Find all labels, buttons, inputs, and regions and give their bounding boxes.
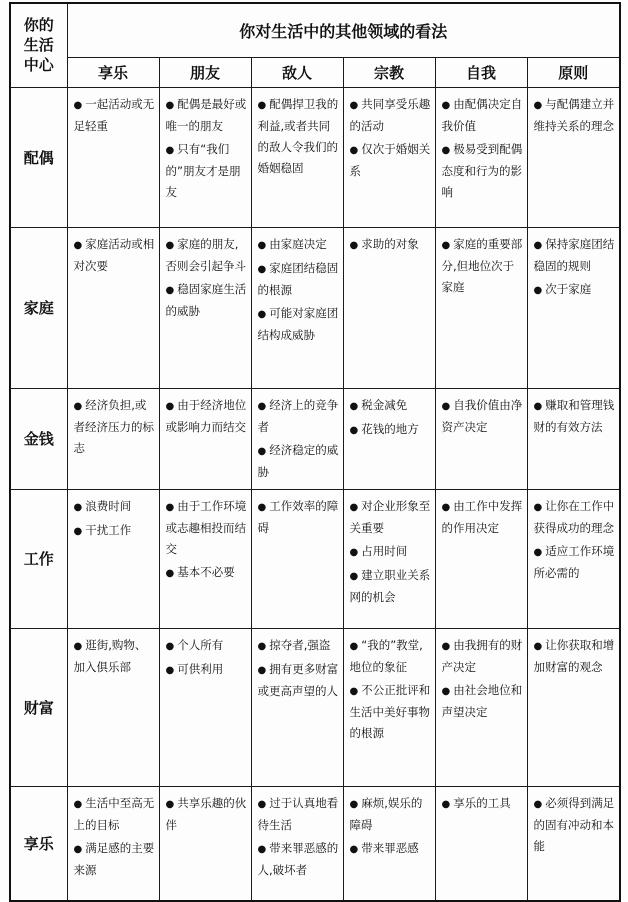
row-header-family: 家庭 <box>10 227 67 388</box>
bullet-text: 麻烦,娱乐的障碍 <box>349 795 423 832</box>
bullet-text: 花钱的地方 <box>361 421 419 436</box>
bullet-text: 极易受到配偶态度和行为的影响 <box>441 141 523 199</box>
table-cell <box>435 388 527 489</box>
bullet-item <box>258 659 339 702</box>
bullet-text: 带来罪恶感的人,破坏者 <box>257 840 339 877</box>
bullet-dot-icon: ● <box>165 239 175 251</box>
bullet-dot-icon: ● <box>73 239 83 251</box>
bullet-text: 个人所有 <box>177 637 224 652</box>
bullet-text: 让你在工作中获得成功的理念 <box>533 498 615 535</box>
bullet-item <box>350 395 431 417</box>
bullet-text: 生活中至高无上的目标 <box>73 795 155 832</box>
bullet-dot-icon: ● <box>73 640 83 652</box>
table-cell <box>527 489 620 628</box>
bullet-dot-icon: ● <box>349 843 359 855</box>
bullet-item <box>258 395 339 438</box>
table-cell <box>343 786 435 901</box>
bullet-item <box>350 541 431 563</box>
bullet-dot-icon: ● <box>441 99 451 111</box>
table-cell <box>343 489 435 628</box>
bullet-dot-icon: ● <box>165 144 175 156</box>
corner-line: 生活 <box>23 36 54 55</box>
bullet-item <box>74 838 155 881</box>
bullet-text: 只有“我们的”朋友才是朋友 <box>165 141 241 199</box>
bullet-item <box>166 659 247 681</box>
bullet-dot-icon: ● <box>349 640 359 652</box>
table-cell <box>251 87 343 227</box>
bullet-item <box>74 395 155 459</box>
bullet-dot-icon: ● <box>533 501 543 513</box>
bullet-dot-icon: ● <box>257 664 267 676</box>
table-row <box>10 388 620 489</box>
table-cell <box>67 628 159 786</box>
bullet-text: 经济稳定的威胁 <box>257 442 339 479</box>
bullet-item <box>350 419 431 441</box>
row-header-wealth: 财富 <box>10 628 67 786</box>
bullet-text: 干扰工作 <box>85 522 132 537</box>
bullet-item <box>534 395 616 438</box>
bullet-text: 对企业形象至关重要 <box>349 498 431 535</box>
bullet-item <box>534 635 616 678</box>
life-center-table <box>9 2 621 902</box>
bullet-item <box>350 838 431 860</box>
bullet-item <box>534 793 616 857</box>
table-cell <box>67 87 159 227</box>
bullet-dot-icon: ● <box>165 567 175 579</box>
bullet-text: 稳固家庭生活的威胁 <box>165 281 247 318</box>
bullet-text: 适应工作环境所必需的 <box>533 543 615 580</box>
bullet-item <box>74 496 155 518</box>
bullet-dot-icon: ● <box>73 525 83 537</box>
bullet-dot-icon: ● <box>257 400 267 412</box>
bullet-text: 不公正批评和生活中美好事物的根源 <box>349 682 431 740</box>
bullet-dot-icon: ● <box>349 239 359 251</box>
bullet-dot-icon: ● <box>441 501 451 513</box>
bullet-text: 配偶是最好或唯一的朋友 <box>165 96 247 133</box>
row-header-pleasure: 享乐 <box>10 786 67 901</box>
bullet-dot-icon: ● <box>257 445 267 457</box>
bullet-text: 仅次于婚姻关系 <box>349 141 431 178</box>
bullet-item <box>534 496 616 539</box>
bullet-dot-icon: ● <box>257 239 267 251</box>
bullet-item <box>350 496 431 539</box>
bullet-item <box>258 303 339 346</box>
bullet-text: 工作效率的障碍 <box>257 498 339 535</box>
bullet-dot-icon: ● <box>441 239 451 251</box>
bullet-item <box>74 234 155 277</box>
table-cell <box>67 489 159 628</box>
bullet-item <box>258 94 339 179</box>
bullet-item <box>442 395 523 438</box>
bullet-dot-icon: ● <box>257 308 267 320</box>
column-header-principles: 原则 <box>527 57 620 87</box>
bullet-item <box>350 94 431 137</box>
bullet-dot-icon: ● <box>533 640 543 652</box>
bullet-text: 可能对家庭团结构成威胁 <box>257 305 339 342</box>
bullet-item <box>258 838 339 881</box>
bullet-item <box>166 234 247 277</box>
bullet-dot-icon: ● <box>533 239 543 251</box>
table-cell <box>251 489 343 628</box>
bullet-text: 由于工作环境或志趣相投而结交 <box>165 498 247 556</box>
bullet-dot-icon: ● <box>73 501 83 513</box>
bullet-item <box>258 234 339 256</box>
table-cell <box>527 87 620 227</box>
bullet-text: 税金减免 <box>361 397 408 412</box>
bullet-item <box>166 562 247 584</box>
table-cell <box>67 227 159 388</box>
table-cell <box>159 489 251 628</box>
bullet-text: 共同享受乐趣的活动 <box>349 96 431 133</box>
table-cell <box>343 87 435 227</box>
bullet-dot-icon: ● <box>165 400 175 412</box>
bullet-item <box>442 680 523 723</box>
table-cell <box>343 388 435 489</box>
table-cell <box>159 388 251 489</box>
table-cell <box>527 628 620 786</box>
table-cell <box>251 786 343 901</box>
table-cell <box>527 388 620 489</box>
bullet-item <box>258 635 339 657</box>
table-cell <box>435 489 527 628</box>
bullet-item <box>258 258 339 301</box>
bullet-item <box>534 94 616 137</box>
bullet-dot-icon: ● <box>165 284 175 296</box>
bullet-text: 掠夺者,强盗 <box>269 637 331 652</box>
bullet-dot-icon: ● <box>349 501 359 513</box>
bullet-text: 与配偶建立并维持关系的理念 <box>533 96 615 133</box>
bullet-dot-icon: ● <box>349 424 359 436</box>
bullet-item <box>534 234 616 277</box>
table-cell <box>527 786 620 901</box>
bullet-item <box>534 541 616 584</box>
bullet-dot-icon: ● <box>257 501 267 513</box>
bullet-text: 必须得到满足的固有冲动和本能 <box>533 795 615 853</box>
bullet-dot-icon: ● <box>349 99 359 111</box>
bullet-text: 由配偶决定自我价值 <box>441 96 523 133</box>
row-header-money: 金钱 <box>10 388 67 489</box>
bullet-item <box>350 793 431 836</box>
bullet-text: 过于认真地看待生活 <box>257 795 339 832</box>
bullet-item <box>74 94 155 137</box>
bullet-text: 经济负担,或者经济压力的标志 <box>73 397 154 455</box>
bullet-item <box>350 680 431 744</box>
column-header-row <box>10 57 620 87</box>
table-cell <box>435 227 527 388</box>
bullet-dot-icon: ● <box>533 546 543 558</box>
bullet-text: “我的”教堂,地位的象征 <box>349 637 423 674</box>
bullet-dot-icon: ● <box>73 99 83 111</box>
bullet-text: 由社会地位和声望决定 <box>441 682 523 719</box>
bullet-item <box>442 139 523 203</box>
table-cell <box>159 786 251 901</box>
bullet-dot-icon: ● <box>73 843 83 855</box>
bullet-text: 由家庭决定 <box>269 236 327 251</box>
bullet-text: 由工作中发挥的作用决定 <box>441 498 523 535</box>
bullet-dot-icon: ● <box>441 640 451 652</box>
bullet-text: 保持家庭团结稳固的规则 <box>533 236 615 273</box>
bullet-text: 配偶捍卫我的利益,或者共同的敌人令我们的婚姻稳固 <box>257 96 339 175</box>
bullet-text: 带来罪恶感 <box>361 840 419 855</box>
bullet-text: 由我拥有的财产决定 <box>441 637 523 674</box>
bullet-dot-icon: ● <box>257 798 267 810</box>
corner-line: 中心 <box>23 56 54 75</box>
bullet-text: 拥有更多财富或更高声望的人 <box>257 661 339 698</box>
bullet-item <box>350 565 431 608</box>
table-row <box>10 87 620 227</box>
table-row <box>10 786 620 901</box>
bullet-text: 次于家庭 <box>545 281 592 296</box>
bullet-text: 占用时间 <box>361 543 408 558</box>
bullet-item <box>442 635 523 678</box>
bullet-dot-icon: ● <box>257 640 267 652</box>
bullet-item <box>166 793 247 836</box>
bullet-dot-icon: ● <box>441 685 451 697</box>
bullet-text: 经济上的竞争者 <box>257 397 339 434</box>
column-header-friends: 朋友 <box>159 57 251 87</box>
table-cell <box>343 227 435 388</box>
bullet-text: 家庭的重要部分,但地位次于家庭 <box>441 236 523 294</box>
bullet-item <box>258 440 339 483</box>
bullet-dot-icon: ● <box>533 284 543 296</box>
bullet-dot-icon: ● <box>165 798 175 810</box>
column-header-enjoyment: 享乐 <box>67 57 159 87</box>
bullet-dot-icon: ● <box>349 144 359 156</box>
table-cell <box>251 388 343 489</box>
table-row <box>10 628 620 786</box>
bullet-item <box>350 234 431 256</box>
bullet-dot-icon: ● <box>165 99 175 111</box>
bullet-text: 一起活动或无足轻重 <box>73 96 155 133</box>
bullet-text: 共享乐趣的伙伴 <box>165 795 247 832</box>
bullet-item <box>258 496 339 539</box>
bullet-item <box>166 94 247 137</box>
bullet-dot-icon: ● <box>441 798 451 810</box>
bullet-dot-icon: ● <box>533 99 543 111</box>
column-header-self: 自我 <box>435 57 527 87</box>
column-header-religion: 宗教 <box>343 57 435 87</box>
bullet-dot-icon: ● <box>257 843 267 855</box>
bullet-text: 家庭团结稳固的根源 <box>257 260 339 297</box>
bullet-item <box>442 793 523 815</box>
table-row <box>10 489 620 628</box>
bullet-dot-icon: ● <box>441 144 451 156</box>
bullet-dot-icon: ● <box>257 99 267 111</box>
bullet-dot-icon: ● <box>349 570 359 582</box>
bullet-text: 自我价值由净资产决定 <box>441 397 523 434</box>
table-row <box>10 227 620 388</box>
bullet-item <box>74 793 155 836</box>
bullet-text: 逛街,购物、加入俱乐部 <box>73 637 147 674</box>
bullet-item <box>534 279 616 301</box>
bullet-text: 求助的对象 <box>361 236 419 251</box>
table-cell <box>435 628 527 786</box>
bullet-text: 基本不必要 <box>177 564 235 579</box>
table-cell <box>435 87 527 227</box>
bullet-item <box>258 793 339 836</box>
bullet-text: 由于经济地位或影响力而结交 <box>165 397 247 434</box>
bullet-item <box>442 496 523 539</box>
table-cell <box>251 628 343 786</box>
bullet-dot-icon: ● <box>165 640 175 652</box>
bullet-text: 享乐的工具 <box>453 795 511 810</box>
bullet-dot-icon: ● <box>533 400 543 412</box>
corner-line: 你的 <box>23 16 54 35</box>
bullet-dot-icon: ● <box>165 664 175 676</box>
table-cell <box>67 786 159 901</box>
bullet-dot-icon: ● <box>533 798 543 810</box>
bullet-text: 满足感的主要来源 <box>73 840 155 877</box>
corner-header <box>10 3 67 87</box>
table-cell <box>159 87 251 227</box>
bullet-item <box>166 139 247 203</box>
bullet-item <box>74 635 155 678</box>
bullet-dot-icon: ● <box>73 400 83 412</box>
table-cell <box>435 786 527 901</box>
table-cell <box>343 628 435 786</box>
bullet-item <box>442 234 523 298</box>
table-cell <box>159 227 251 388</box>
table-title: 你对生活中的其他领域的看法 <box>67 3 620 57</box>
bullet-item <box>350 139 431 182</box>
table-cell <box>527 227 620 388</box>
bullet-dot-icon: ● <box>349 546 359 558</box>
bullet-text: 家庭的朋友,否则会引起争斗 <box>165 236 246 273</box>
bullet-text: 家庭活动或相对次要 <box>73 236 155 273</box>
bullet-item <box>74 520 155 542</box>
row-header-spouse: 配偶 <box>10 87 67 227</box>
bullet-dot-icon: ● <box>165 501 175 513</box>
bullet-item <box>166 635 247 657</box>
table-cell <box>159 628 251 786</box>
bullet-dot-icon: ● <box>441 400 451 412</box>
column-header-enemies: 敌人 <box>251 57 343 87</box>
bullet-item <box>166 279 247 322</box>
bullet-item <box>442 94 523 137</box>
table-cell <box>67 388 159 489</box>
bullet-dot-icon: ● <box>349 685 359 697</box>
row-header-work: 工作 <box>10 489 67 628</box>
bullet-item <box>166 496 247 560</box>
bullet-text: 建立职业关系网的机会 <box>349 567 431 604</box>
bullet-dot-icon: ● <box>349 798 359 810</box>
bullet-text: 赚取和管理钱财的有效方法 <box>533 397 615 434</box>
bullet-item <box>350 635 431 678</box>
bullet-item <box>166 395 247 438</box>
bullet-dot-icon: ● <box>73 798 83 810</box>
bullet-text: 可供利用 <box>177 661 224 676</box>
bullet-dot-icon: ● <box>349 400 359 412</box>
bullet-text: 浪费时间 <box>85 498 132 513</box>
bullet-dot-icon: ● <box>257 263 267 275</box>
bullet-text: 让你获取和增加财富的观念 <box>533 637 615 674</box>
table-cell <box>251 227 343 388</box>
